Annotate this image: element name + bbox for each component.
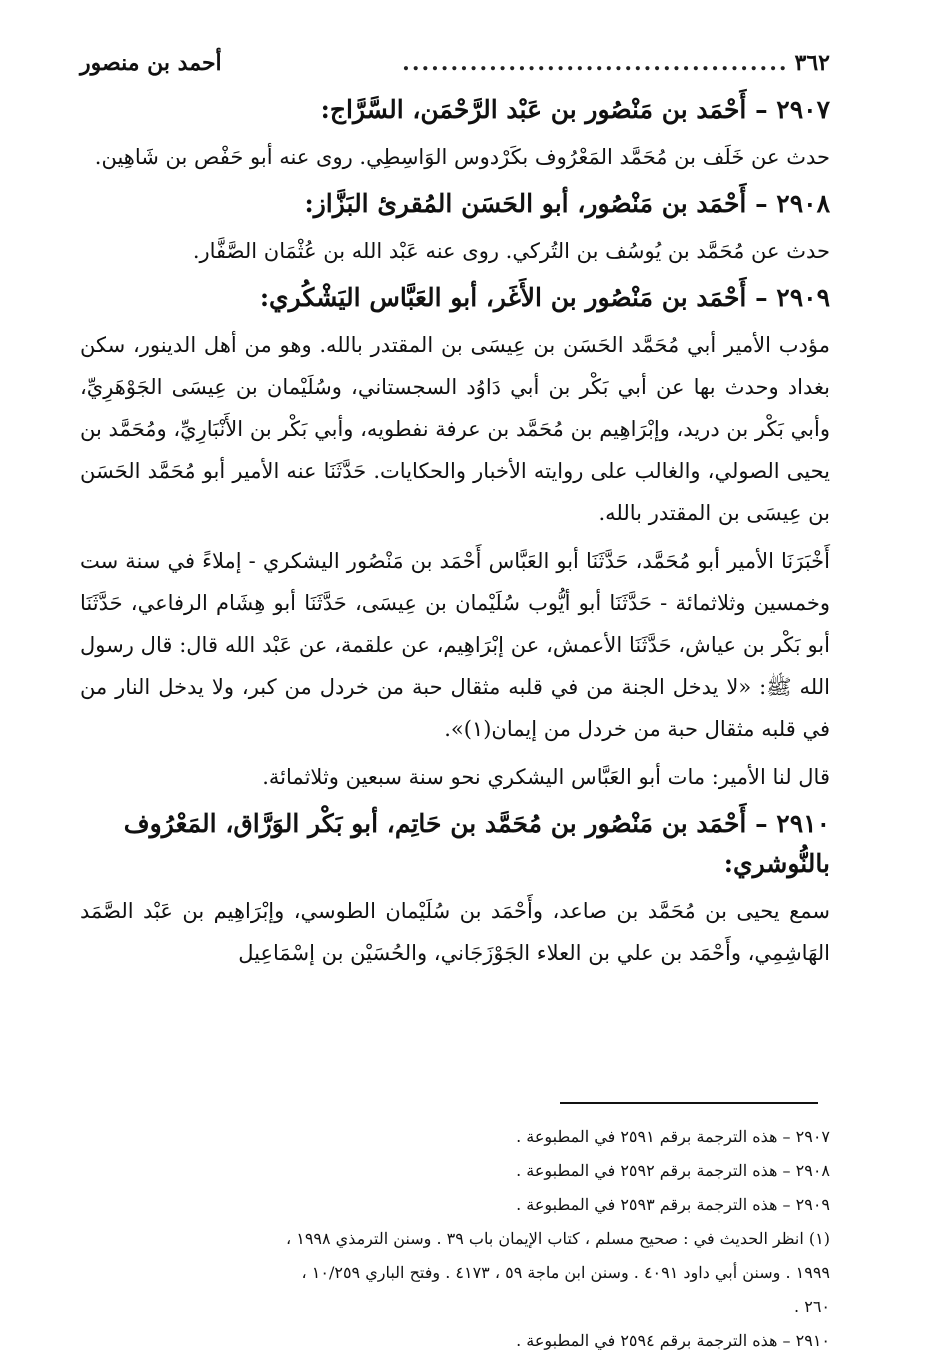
entry-paragraph: مؤدب الأمير أبي مُحَمَّد الحَسَن بن عِيسَى بن المقتدر بالله. وهو من أهل الدينور، سكن بغداد وحدث بها عن أبي بَكْر بن أبي دَاوُد السجستاني، وسُلَيْمان بن عِيسَى الجَوْهَرِيِّ، وأبي بَكْر بن دريد، وإبْرَاهِيم بن مُحَمَّد بن عرفة نفطويه، وأبي بَكْر بن الأَنْبَارِيِّ، ومُحَمَّد بن يحيى الصولي، والغالب على روايته الأخبار والحكايات. حَدَّثَنَا عنه الأمير أبو مُحَمَّد الحَسَن بن عِيسَى بن المقتدر بالله. <box>80 333 830 525</box>
footnote-line: (١) انظر الحديث في : صحيح مسلم ، كتاب الإيمان باب ٣٩ . وسنن الترمذي ١٩٩٨ ، <box>285 1229 830 1248</box>
entry-heading: ٢٩٠٧ – أَحْمَد بن مَنْصُور بن عَبْد الرَّحْمَن، السَّرَّاج: <box>320 95 830 124</box>
footnote-line: ٢٩٠٨ – هذه الترجمة برقم ٢٥٩٢ في المطبوعة . <box>516 1161 830 1180</box>
entry-heading: ٢٩١٠ – أَحْمَد بن مَنْصُور بن مُحَمَّد بن حَاتِم، أبو بَكْر الوَرَّاق، المَعْرُوف بالنُّوشري: <box>123 809 830 878</box>
entry-paragraph: أَخْبَرَنَا الأمير أبو مُحَمَّد، حَدَّثَنَا أبو العَبَّاس أَحْمَد بن مَنْصُور اليشكري - إملاءً في سنة ست وخمسين وثلاثمائة - حَدَّثَنَا أبو أيُّوب سُلَيْمان بن عِيسَى، حَدَّثَنَا أبو هِشَام الرفاعي، حَدَّثَنَا أبو بَكْر بن عياش، حَدَّثَنَا الأعمش، عن إبْرَاهِيم، عن علقمة، عن عَبْد الله قال: قال رسول الله ﷺ: «لا يدخل الجنة من في قلبه مثقال حبة من خردل من كبر، ولا يدخل النار من في قلبه مثقال حبة من خردل من إيمان(١)». <box>80 549 830 741</box>
entry-paragraph: حدث عن مُحَمَّد بن يُوسُف بن التُركي. روى عنه عَبْد الله بن عُثْمَان الصَّفَّار. <box>192 239 830 263</box>
footnotes <box>80 1120 830 1358</box>
footnote-line: ٢٩٠٧ – هذه الترجمة برقم ٢٥٩١ في المطبوعة . <box>516 1127 830 1146</box>
footnote-line: ٢٩٠٩ – هذه الترجمة برقم ٢٥٩٣ في المطبوعة . <box>516 1195 830 1214</box>
entry-2909 <box>80 278 830 798</box>
running-title: أحمد بن منصور <box>80 50 222 76</box>
entry-paragraph: حدث عن خَلَف بن مُحَمَّد المَعْرُوف بكَرْدوس الوَاسِطِي. روى عنه أبو حَفْص بن شَاهِين. <box>94 145 830 169</box>
running-header <box>80 50 830 76</box>
entry-paragraph: قال لنا الأمير: مات أبو العَبَّاس اليشكري نحو سنة سبعين وثلاثمائة. <box>262 765 830 789</box>
footnote-divider <box>560 1102 818 1104</box>
footnote-line: ٢٦٠ . <box>794 1297 830 1316</box>
entry-2910 <box>80 804 830 974</box>
footnote-line: ٢٩١٠ – هذه الترجمة برقم ٢٥٩٤ في المطبوعة . <box>516 1331 830 1350</box>
entry-heading: ٢٩٠٨ – أَحْمَد بن مَنْصُور، أبو الحَسَن المُقرئ البَزَّاز: <box>304 189 830 218</box>
entry-heading: ٢٩٠٩ – أَحْمَد بن مَنْصُور بن الأَغَر، أبو العَبَّاس اليَشْكُري: <box>259 283 830 312</box>
entry-2908 <box>80 184 830 272</box>
entry-2907 <box>80 90 830 178</box>
page-number: ٣٦٢ <box>794 50 830 76</box>
entry-paragraph: سمع يحيى بن مُحَمَّد بن صاعد، وأَحْمَد بن سُلَيْمان الطوسي، وإبْرَاهِيم بن عَبْد الصَّمَد الهَاشِمِي، وأَحْمَد بن علي بن العلاء الجَوْزَجَاني، والحُسَيْن بن إسْمَاعِيل <box>80 899 830 965</box>
header-leader-dots: ........................................ <box>402 50 789 76</box>
footnote-line: ١٩٩٩ . وسنن أبي داود ٤٠٩١ . وسنن ابن ماجة ٥٩ ، ٤١٧٣ . وفتح الباري ١٠/٢٥٩ ، <box>301 1263 830 1282</box>
